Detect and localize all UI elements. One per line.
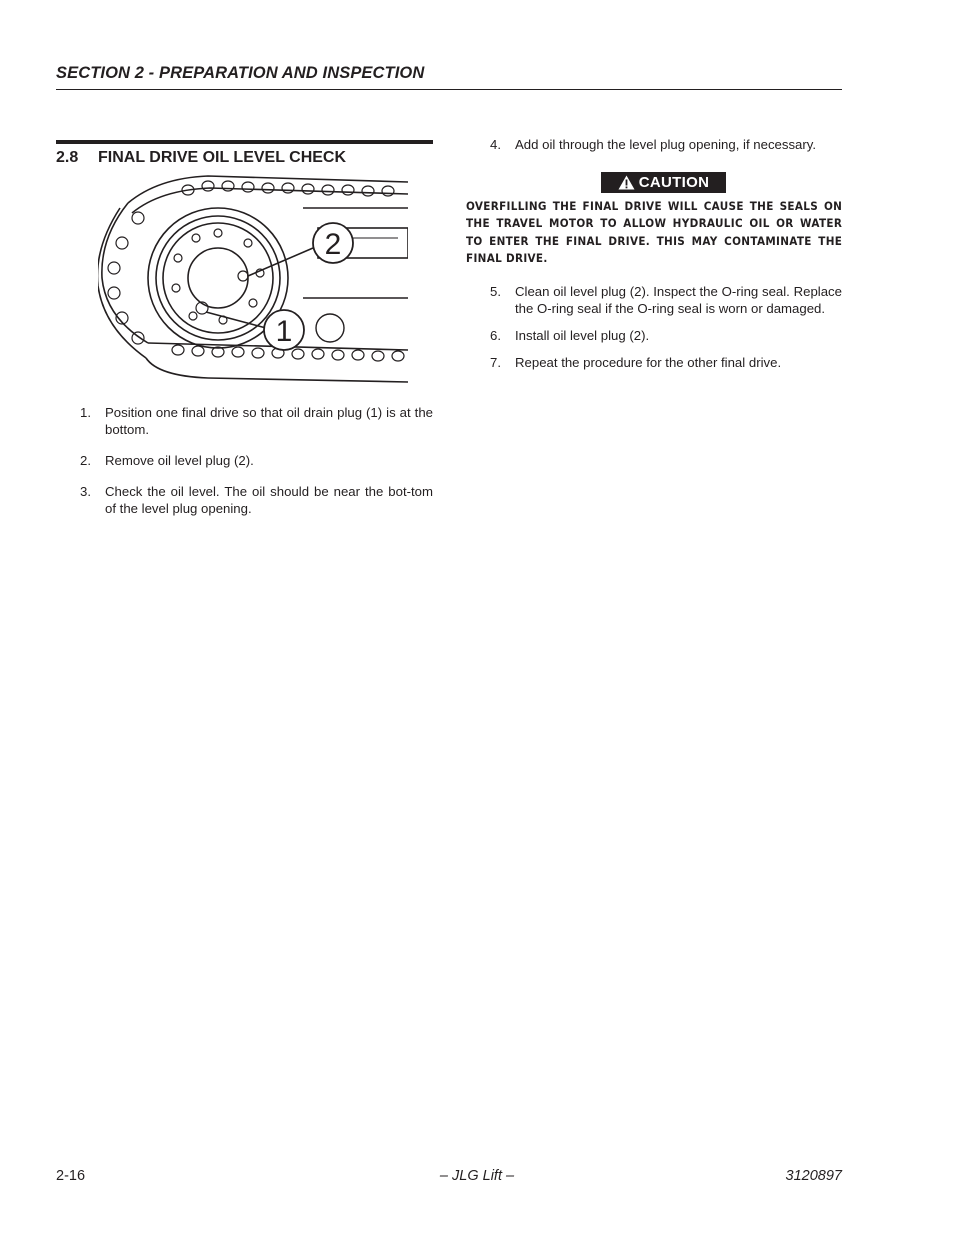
steps-right-list xyxy=(490,283,842,381)
section-number: 2.8 xyxy=(56,149,79,166)
footer-page-number: 2-16 xyxy=(56,1168,86,1184)
steps-left-list xyxy=(80,404,433,531)
step-number: 3. xyxy=(80,484,91,499)
callout-1: 1 xyxy=(275,315,293,348)
list-item xyxy=(80,404,433,438)
step-number: 6. xyxy=(490,328,501,343)
footer-doc-number: 3120897 xyxy=(785,1168,842,1184)
list-item xyxy=(490,283,842,317)
page-header xyxy=(56,64,842,83)
step-number: 7. xyxy=(490,355,501,370)
step-text: Add oil through the level plug opening, if necessary. xyxy=(515,137,817,152)
warning-triangle-icon xyxy=(618,175,635,190)
step-text: Repeat the procedure for the other final drive. xyxy=(515,355,782,370)
caution-label: CAUTION xyxy=(638,174,710,191)
step-4-list xyxy=(490,136,842,153)
section-title xyxy=(56,149,433,167)
step-text: Remove oil level plug (2). xyxy=(105,453,254,468)
caution-badge xyxy=(601,172,726,193)
step-text: Install oil level plug (2). xyxy=(515,328,650,343)
step-text: Clean oil level plug (2). Inspect the O-ring seal. Replace the O-ring seal if the O-ring seal is worn or damaged. xyxy=(515,284,842,316)
list-item xyxy=(80,452,433,469)
section-title-text: FINAL DRIVE OIL LEVEL CHECK xyxy=(98,149,347,166)
callout-2: 2 xyxy=(324,228,342,261)
step-number: 5. xyxy=(490,284,501,299)
section-rule xyxy=(56,140,433,144)
section-heading xyxy=(56,140,433,167)
list-item xyxy=(490,136,842,153)
caution-text: OVERFILLING THE FINAL DRIVE WILL CAUSE THE SEALS ON THE TRAVEL MOTOR TO ALLOW HYDRAULIC OIL OR WATER TO ENTER THE FINAL DRIVE. THIS MAY CONTAMINATE THE FINAL DRIVE. xyxy=(466,199,843,265)
step-number: 1. xyxy=(80,405,91,420)
section-header-title: SECTION 2 - PREPARATION AND INSPECTION xyxy=(56,64,425,82)
step-text: Check the oil level. The oil should be near the bot-tom of the level plug opening. xyxy=(105,484,433,516)
list-item xyxy=(490,327,842,344)
step-number: 2. xyxy=(80,453,91,468)
footer-center-text: – JLG Lift – xyxy=(439,1168,515,1184)
list-item xyxy=(80,483,433,517)
step-number: 4. xyxy=(490,137,501,152)
list-item xyxy=(490,354,842,371)
step-text: Position one final drive so that oil drain plug (1) is at the bottom. xyxy=(105,405,433,437)
final-drive-illustration xyxy=(98,168,408,390)
header-rule xyxy=(56,89,842,90)
